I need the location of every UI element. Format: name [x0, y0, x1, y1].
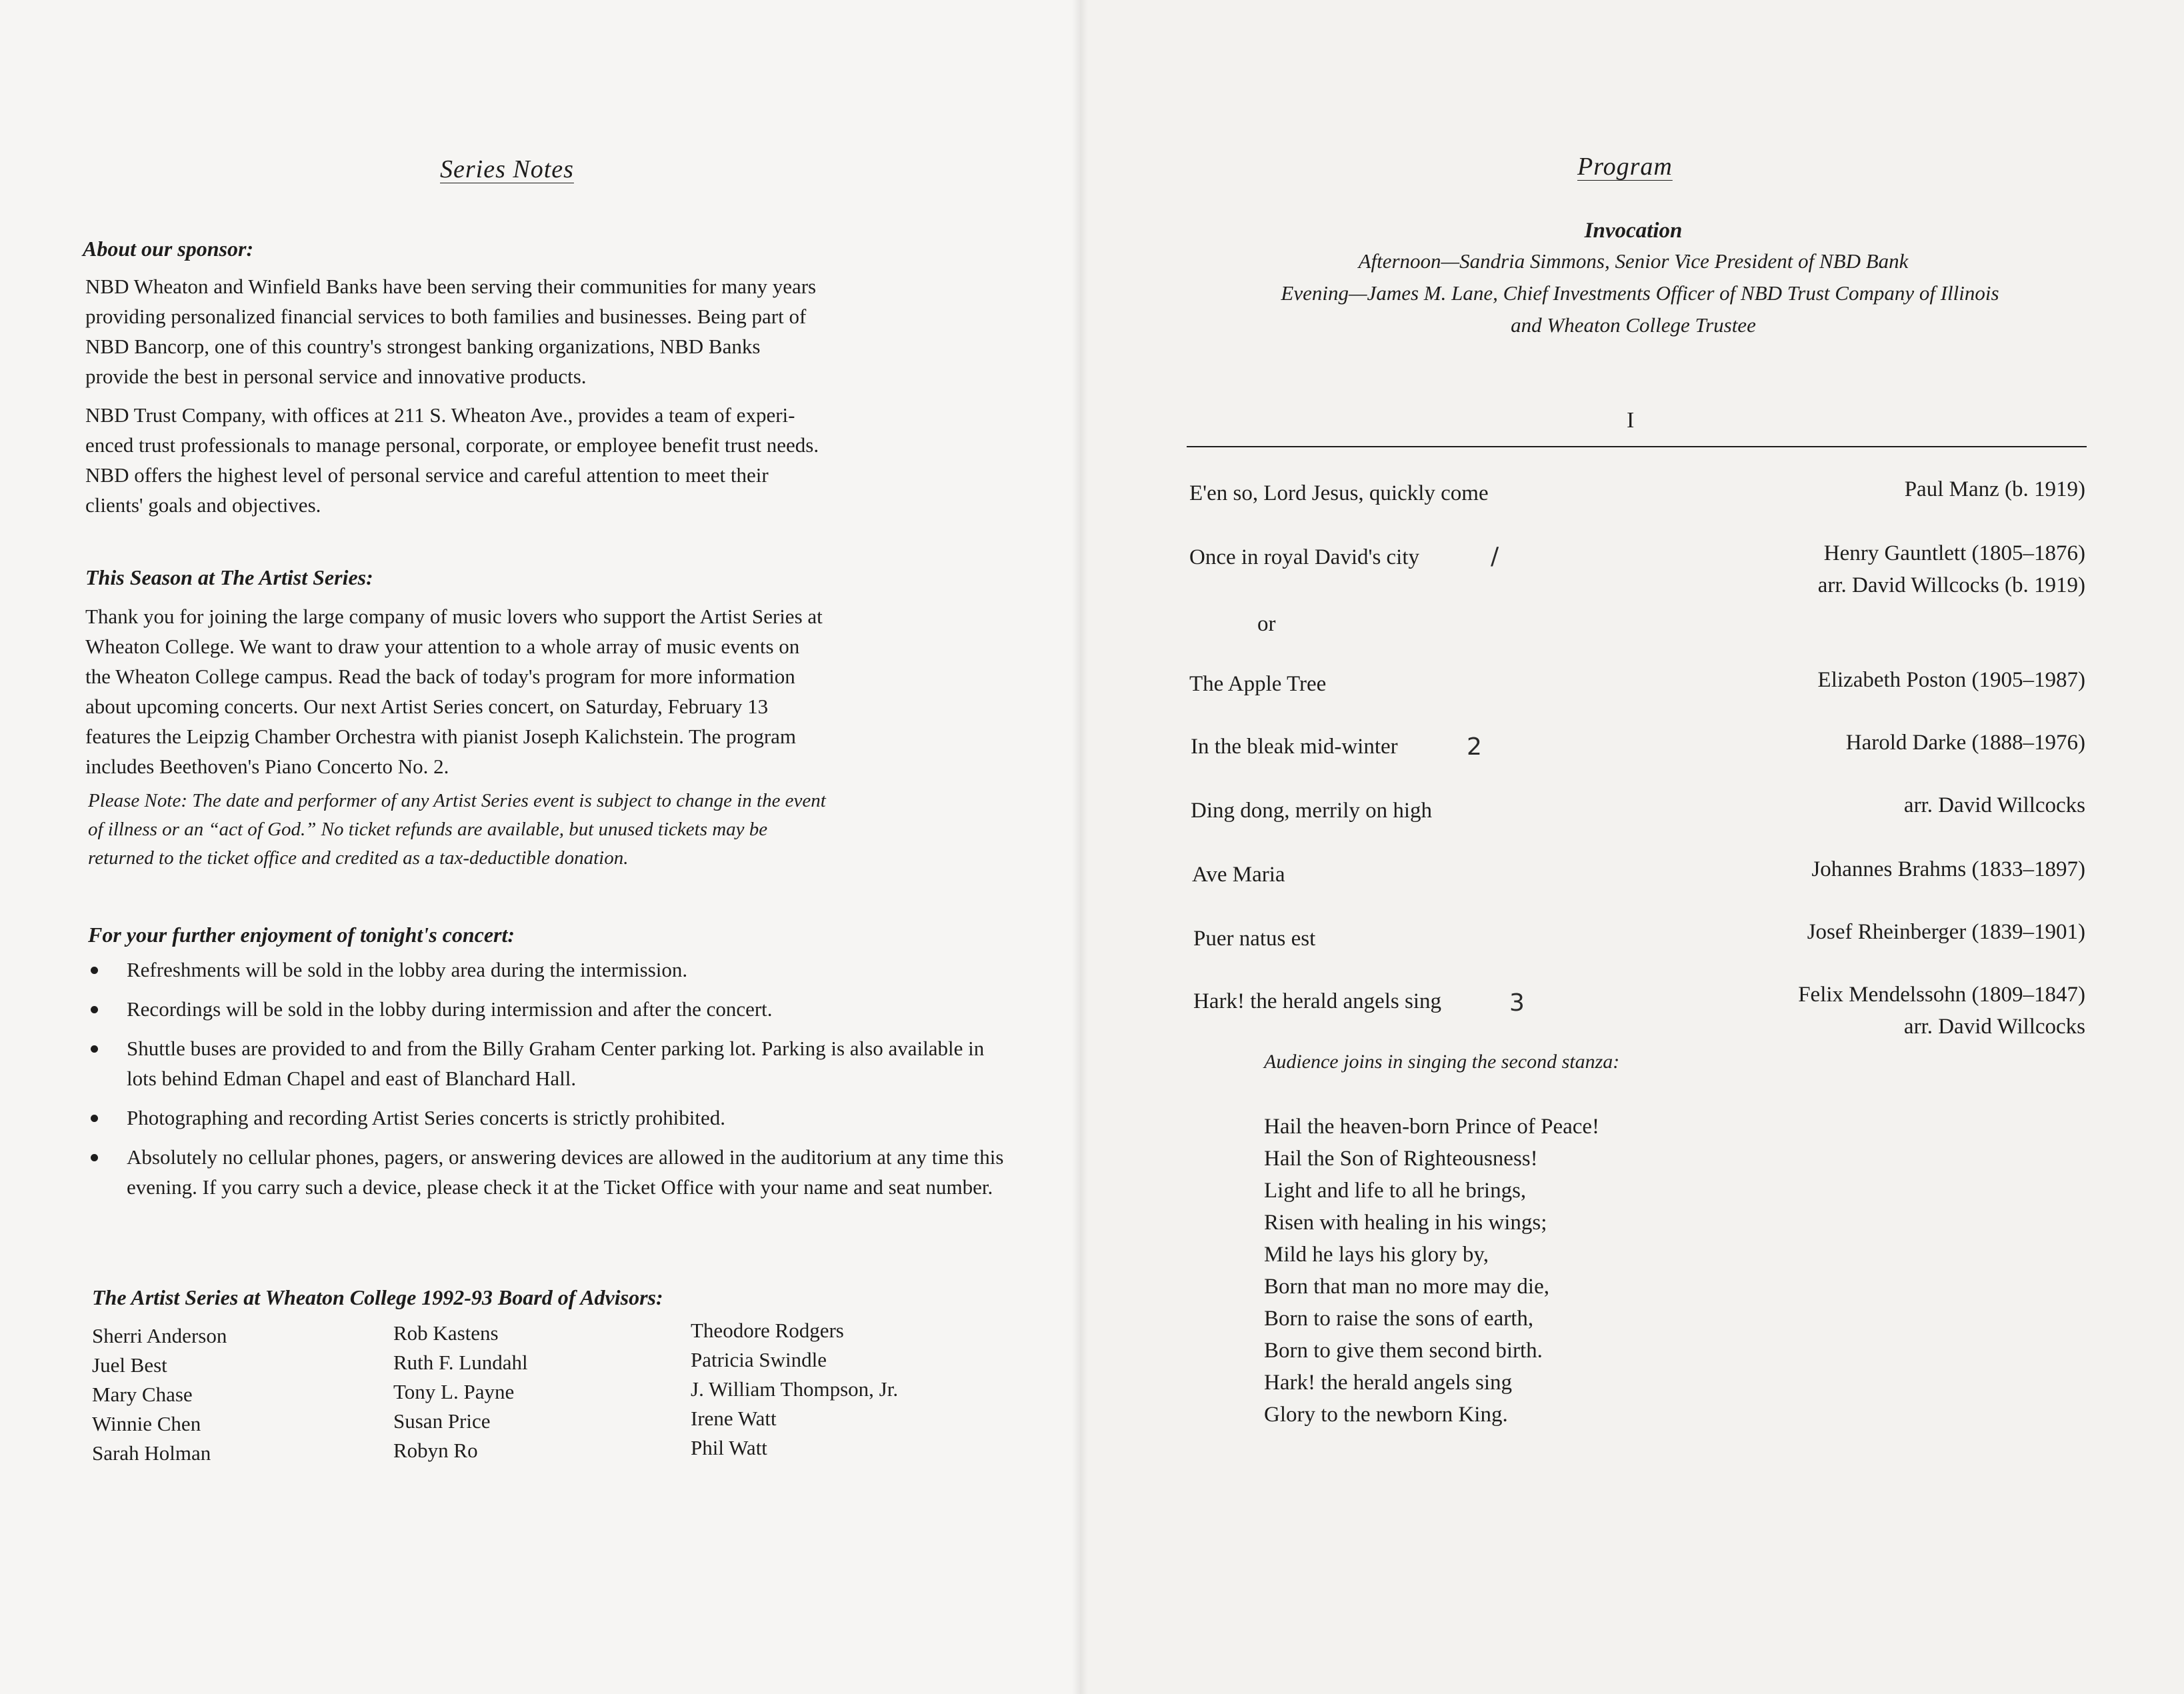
lyric-line: Hail the heaven-born Prince of Peace!: [1264, 1115, 1600, 1139]
work-title: Once in royal David's city: [1189, 545, 1420, 569]
list-item: Photographing and recording Artist Series concerts is strictly prohibited.: [85, 1103, 992, 1133]
lyric-line: Light and life to all he brings,: [1264, 1179, 1527, 1203]
season-heading: This Season at The Artist Series:: [85, 565, 373, 589]
work-title: Ave Maria: [1192, 863, 1285, 887]
enjoyment-heading: For your further enjoyment of tonight's concert:: [88, 923, 515, 947]
invocation-evening-cont: and Wheaton College Trustee: [1511, 313, 1756, 337]
work-title: Ding dong, merrily on high: [1191, 799, 1433, 823]
work-composer: arr. David Willcocks: [1903, 793, 2085, 817]
list-item: Recordings will be sold in the lobby during intermission and after the concert.: [85, 994, 992, 1024]
sponsor-paragraph-1: NBD Wheaton and Winfield Banks have been serving their communities for many years providing personalized financial services to both families and businesses. Being part of NBD Bancorp, one of this country's strongest banking organizations, NBD Banks provide the best in personal service and innovative products.: [85, 275, 817, 388]
lyric-line: Hail the Son of Righteousness!: [1264, 1147, 1538, 1171]
bullet-icon: [91, 967, 98, 974]
board-column-3: Theodore Rodgers Patricia Swindle J. William Thompson, Jr. Irene Watt Phil Watt: [691, 1319, 899, 1459]
sponsor-paragraph-2: NBD Trust Company, with offices at 211 S. Wheaton Ave., provides a team of experi- enced trust professionals to manage personal, corporate, or employee benefit trust needs. NBD offers the highest level of personal service and careful attention to meet their clients' goals and objectives.: [85, 403, 819, 517]
work-arranger: arr. David Willcocks (b. 1919): [1817, 573, 2085, 597]
list-item: Absolutely no cellular phones, pagers, or answering devices are allowed in the auditorium at any time this evening. If you carry such a device, please check it at the Ticket Office with your name and seat number.: [85, 1142, 1020, 1202]
bullet-icon: [91, 1006, 98, 1013]
program-title: Program: [1577, 153, 1673, 181]
lyrics: [1264, 1111, 1599, 1431]
work-composer: Felix Mendelssohn (1809–1847): [1798, 983, 2085, 1007]
work-composer: Johannes Brahms (1833–1897): [1811, 857, 2085, 881]
lyric-line: Born to raise the sons of earth,: [1264, 1307, 1534, 1331]
work-title: In the bleak mid-winter: [1191, 735, 1398, 759]
bullet-icon: [91, 1154, 98, 1161]
invocation-afternoon: Afternoon—Sandria Simmons, Senior Vice President of NBD Bank: [1358, 249, 1909, 273]
lyric-line: Born to give them second birth.: [1264, 1339, 1543, 1363]
bullet-icon: [91, 1045, 98, 1053]
sponsor-heading: About our sponsor:: [83, 237, 254, 261]
work-title: Puer natus est: [1193, 927, 1316, 951]
lyric-line: Hark! the herald angels sing: [1264, 1371, 1513, 1395]
enjoyment-list: [85, 955, 1004, 1211]
work-title: Hark! the herald angels sing: [1193, 989, 1442, 1013]
bullet-icon: [91, 1115, 98, 1122]
or-separator: or: [1257, 612, 1276, 636]
part-numeral: I: [1627, 408, 1635, 433]
lyric-line: Born that man no more may die,: [1264, 1275, 1549, 1299]
invocation-heading: Invocation: [1584, 219, 1683, 243]
board-column-2: Rob Kastens Ruth F. Lundahl Tony L. Payne Susan Price Robyn Ro: [393, 1321, 528, 1462]
invocation-evening: Evening—James M. Lane, Chief Investments Officer of NBD Trust Company of Illinois: [1281, 281, 1999, 305]
handwritten-mark: 3: [1509, 989, 1525, 1017]
work-arranger: arr. David Willcocks: [1903, 1015, 2085, 1039]
lyric-line: Mild he lays his glory by,: [1264, 1243, 1489, 1267]
page-fold: [1072, 0, 1088, 1694]
work-composer: Elizabeth Poston (1905–1987): [1817, 668, 2085, 692]
section-divider: [1187, 446, 2087, 447]
work-title: E'en so, Lord Jesus, quickly come: [1189, 481, 1489, 505]
season-paragraph: Thank you for joining the large company of music lovers who support the Artist Series at Wheaton College. We want to draw your attention to a whole array of music events on the Wheaton College campus. Read the back of today's program for more information about upcoming concerts. Our next Artist Series concert, on Saturday, February 13 features the Leipzig Chamber Orchestra with pianist Joseph Kalichstein. The program includes Beethoven's Piano Concerto No. 2.: [85, 605, 823, 778]
work-composer: Paul Manz (b. 1919): [1904, 477, 2085, 501]
audience-note: Audience joins in singing the second stanza:: [1264, 1051, 1620, 1073]
work-composer: Josef Rheinberger (1839–1901): [1807, 920, 2085, 944]
list-item: Refreshments will be sold in the lobby area during the intermission.: [85, 955, 992, 985]
board-heading: The Artist Series at Wheaton College 1992-93 Board of Advisors:: [92, 1285, 663, 1309]
lyric-line: Glory to the newborn King.: [1264, 1403, 1508, 1427]
handwritten-mark: 2: [1467, 733, 1482, 761]
work-composer: Harold Darke (1888–1976): [1845, 731, 2085, 755]
work-title: The Apple Tree: [1189, 672, 1327, 696]
lyric-line: Risen with healing in his wings;: [1264, 1211, 1547, 1235]
list-item: Shuttle buses are provided to and from the Billy Graham Center parking lot. Parking is also available in lots behind Edman Chapel and east of Blanchard Hall.: [85, 1033, 993, 1093]
handwritten-mark: /: [1491, 543, 1499, 570]
please-note: Please Note: The date and performer of any Artist Series event is subject to change in the event of illness or an “act of God.” No ticket refunds are available, but unused tickets may be returned to the ticket office and credited as a tax-deductible donation.: [88, 790, 826, 869]
board-column-1: Sherri Anderson Juel Best Mary Chase Winnie Chen Sarah Holman: [92, 1324, 227, 1465]
work-composer: Henry Gauntlett (1805–1876): [1823, 541, 2085, 565]
series-notes-title: Series Notes: [440, 155, 574, 183]
